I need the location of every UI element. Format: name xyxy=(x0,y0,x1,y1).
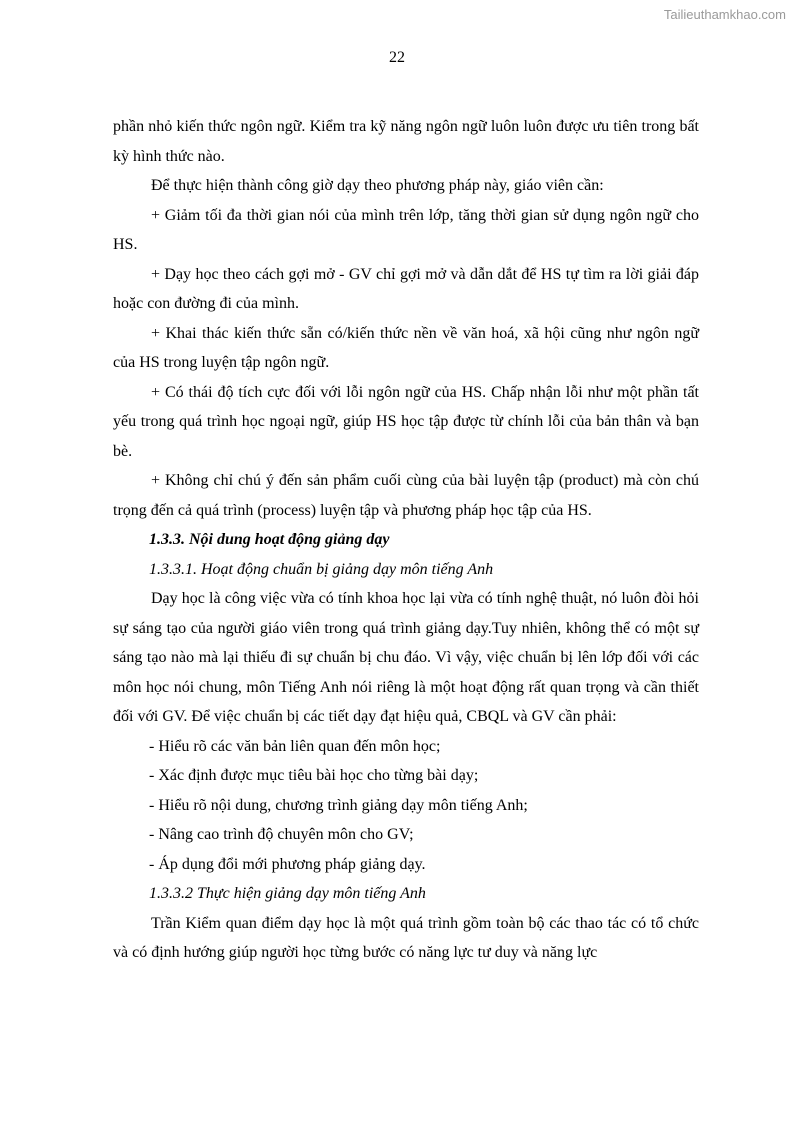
subsection-heading-1-3-3-2: 1.3.3.2 Thực hiện giảng dạy môn tiếng Anh xyxy=(149,885,426,902)
bullet-background-knowledge: + Khai thác kiến thức sẵn có/kiến thức nền về văn hoá, xã hội cũng như ngôn ngữ của HS trong luyện tập ngôn ngữ. xyxy=(113,324,699,371)
watermark-text: Tailieuthamkhao.com xyxy=(663,7,786,22)
paragraph-teaching-definition: Trần Kiểm quan điểm dạy học là một quá trình gồm toàn bộ các thao tác có tổ chức và có định hướng giúp người học từng bước có năng lực tư duy và năng lực xyxy=(113,914,699,961)
bullet-product-and-process: + Không chỉ chú ý đến sản phẩm cuối cùng của bài luyện tập (product) mà còn chú trọng đến cả quá trình (process) luyện tập và phương pháp học tập của HS. xyxy=(113,472,699,519)
bullet-reduce-talk-time: + Giảm tối đa thời gian nói của mình trên lớp, tăng thời gian sử dụng ngôn ngữ cho HS. xyxy=(113,206,699,253)
bullet-suggestive-teaching: + Dạy học theo cách gợi mở - GV chỉ gợi mở và dẫn dắt để HS tự tìm ra lời giải đáp hoặc con đường đi của mình. xyxy=(113,265,699,312)
list-item: - Áp dụng đổi mới phương pháp giảng dạy. xyxy=(149,855,426,873)
bullet-positive-attitude-errors: + Có thái độ tích cực đối với lỗi ngôn ngữ của HS. Chấp nhận lỗi như một phần tất yếu trong quá trình học ngoại ngữ, giúp HS học tập được từ chính lỗi của bản thân và bạn bè. xyxy=(113,383,699,460)
list-item: - Nâng cao trình độ chuyên môn cho GV; xyxy=(149,826,414,843)
paragraph-continuation: phần nhỏ kiến thức ngôn ngữ. Kiểm tra kỹ năng ngôn ngữ luôn luôn được ưu tiên trong bất kỳ hình thức nào. xyxy=(113,118,699,165)
list-item: - Hiểu rõ nội dung, chương trình giảng dạy môn tiếng Anh; xyxy=(149,796,528,814)
paragraph-preparation: Dạy học là công việc vừa có tính khoa học lại vừa có tính nghệ thuật, nó luôn đòi hỏi sự sáng tạo của người giáo viên trong quá trình giảng dạy.Tuy nhiên, không thể có một sự sáng tạo nào mà lại thiếu đi sự chuẩn bị chu đáo. Vì vậy, việc chuẩn bị lên lớp đối với các môn học nói chung, môn Tiếng Anh nói riêng là một hoạt động rất quan trọng và cần thiết đối với GV. Để việc chuẩn bị các tiết dạy đạt hiệu quả, CBQL và GV cần phải: xyxy=(113,590,699,725)
section-heading-1-3-3: 1.3.3. Nội dung hoạt động giảng dạy xyxy=(149,531,390,548)
document-body xyxy=(113,112,699,968)
page-number: 22 xyxy=(389,49,405,66)
list-item: - Xác định được mục tiêu bài học cho từng bài dạy; xyxy=(149,767,479,784)
paragraph-intro-requirements: Để thực hiện thành công giờ dạy theo phương pháp này, giáo viên cần: xyxy=(151,177,604,194)
list-item: - Hiểu rõ các văn bản liên quan đến môn học; xyxy=(149,737,441,755)
subsection-heading-1-3-3-1: 1.3.3.1. Hoạt động chuẩn bị giảng dạy môn tiếng Anh xyxy=(149,560,494,578)
